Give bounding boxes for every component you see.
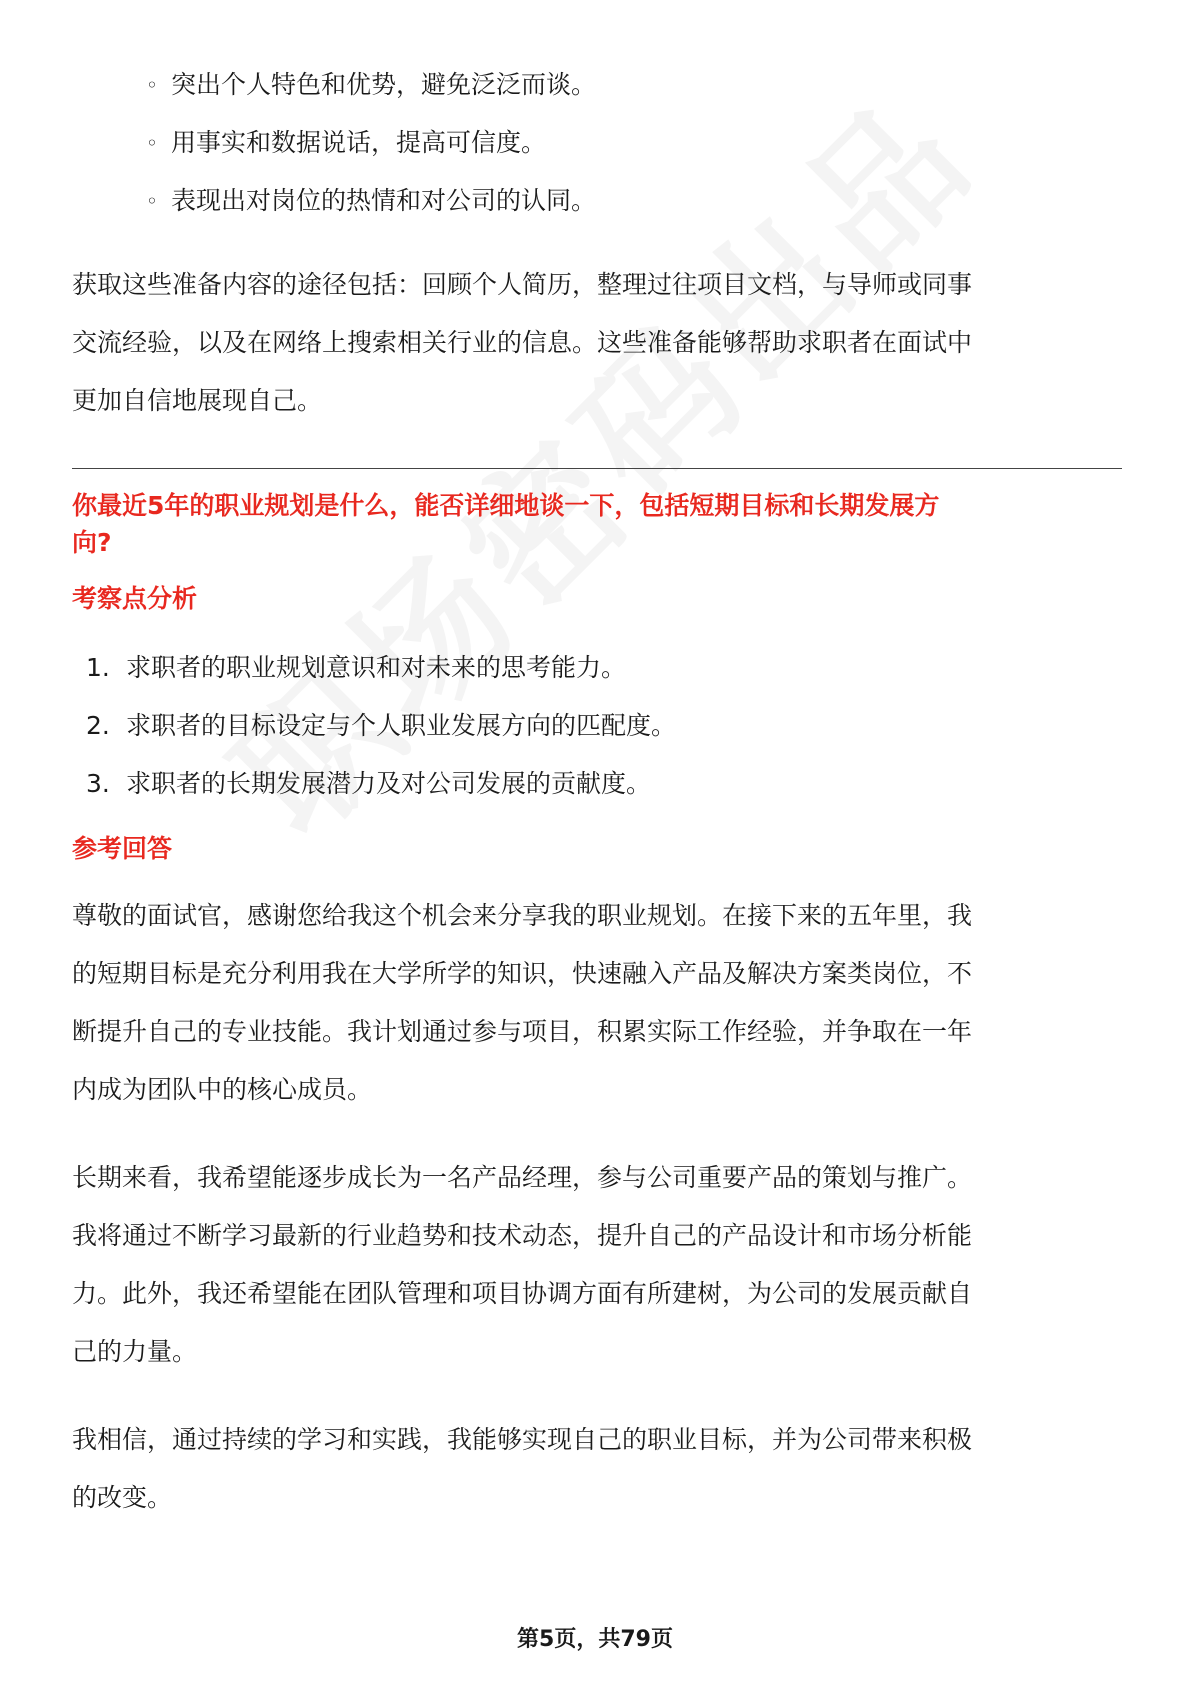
question-line: 向? [72, 528, 112, 557]
paragraph-line: 长期来看，我希望能逐步成长为一名产品经理，参与公司重要产品的策划与推广。 [72, 1163, 973, 1192]
item-number: 2. [86, 711, 110, 740]
paragraph-line: 力。此外，我还希望能在团队管理和项目协调方面有所建树，为公司的发展贡献自 [72, 1279, 973, 1308]
bullet-item [146, 56, 1122, 114]
page-content [72, 56, 1122, 1527]
analysis-item [86, 697, 1122, 755]
paragraph-line: 的改变。 [72, 1483, 173, 1512]
paragraph-line: 己的力量。 [72, 1337, 198, 1366]
analysis-title: 考察点分析 [72, 584, 198, 613]
bullet-item [146, 172, 1122, 230]
item-number: 1. [86, 653, 110, 682]
bullet-list [72, 56, 1122, 230]
paragraph-line: 我将通过不断学习最新的行业趋势和技术动态，提升自己的产品设计和市场分析能 [72, 1221, 973, 1250]
paragraph-line: 获取这些准备内容的途径包括：回顾个人简历，整理过往项目文档，与导师或同事 [72, 270, 973, 299]
answer-title: 参考回答 [72, 834, 173, 863]
paragraph-line: 的短期目标是充分利用我在大学所学的知识，快速融入产品及解决方案类岗位，不 [72, 959, 973, 988]
item-text: 求职者的职业规划意识和对未来的思考能力。 [126, 653, 627, 682]
bullet-text: 突出个人特色和优势，避免泛泛而谈。 [171, 70, 597, 99]
item-number: 3. [86, 769, 110, 798]
answer-paragraph [72, 887, 1122, 1119]
bullet-text: 用事实和数据说话，提高可信度。 [171, 128, 547, 157]
bullet-marker-icon: ◦ [146, 131, 158, 155]
paragraph-line: 更加自信地展现自己。 [72, 386, 323, 415]
bullet-marker-icon: ◦ [146, 189, 158, 213]
answer-paragraph [72, 1149, 1122, 1381]
question-line: 你最近5年的职业规划是什么，能否详细地谈一下，包括短期目标和长期发展方 [72, 491, 940, 520]
answer-paragraph [72, 1411, 1122, 1527]
bullet-text: 表现出对岗位的热情和对公司的认同。 [171, 186, 597, 215]
analysis-item [86, 639, 1122, 697]
section-divider [72, 468, 1122, 469]
bullet-item [146, 114, 1122, 172]
paragraph-line: 我相信，通过持续的学习和实践，我能够实现自己的职业目标，并为公司带来积极 [72, 1425, 973, 1454]
item-text: 求职者的长期发展潜力及对公司发展的贡献度。 [126, 769, 652, 798]
paragraph-line: 断提升自己的专业技能。我计划通过参与项目，积累实际工作经验，并争取在一年 [72, 1017, 973, 1046]
paragraph-line: 内成为团队中的核心成员。 [72, 1075, 373, 1104]
question-heading [72, 487, 1122, 561]
paragraph-line: 交流经验，以及在网络上搜索相关行业的信息。这些准备能够帮助求职者在面试中 [72, 328, 973, 357]
item-text: 求职者的目标设定与个人职业发展方向的匹配度。 [126, 711, 677, 740]
bullet-marker-icon: ◦ [146, 73, 158, 97]
intro-paragraph [72, 256, 1122, 430]
page-number: 第5页，共79页 [517, 1627, 673, 1652]
paragraph-line: 尊敬的面试官，感谢您给我这个机会来分享我的职业规划。在接下来的五年里，我 [72, 901, 973, 930]
analysis-list [72, 639, 1122, 813]
analysis-item [86, 755, 1122, 813]
